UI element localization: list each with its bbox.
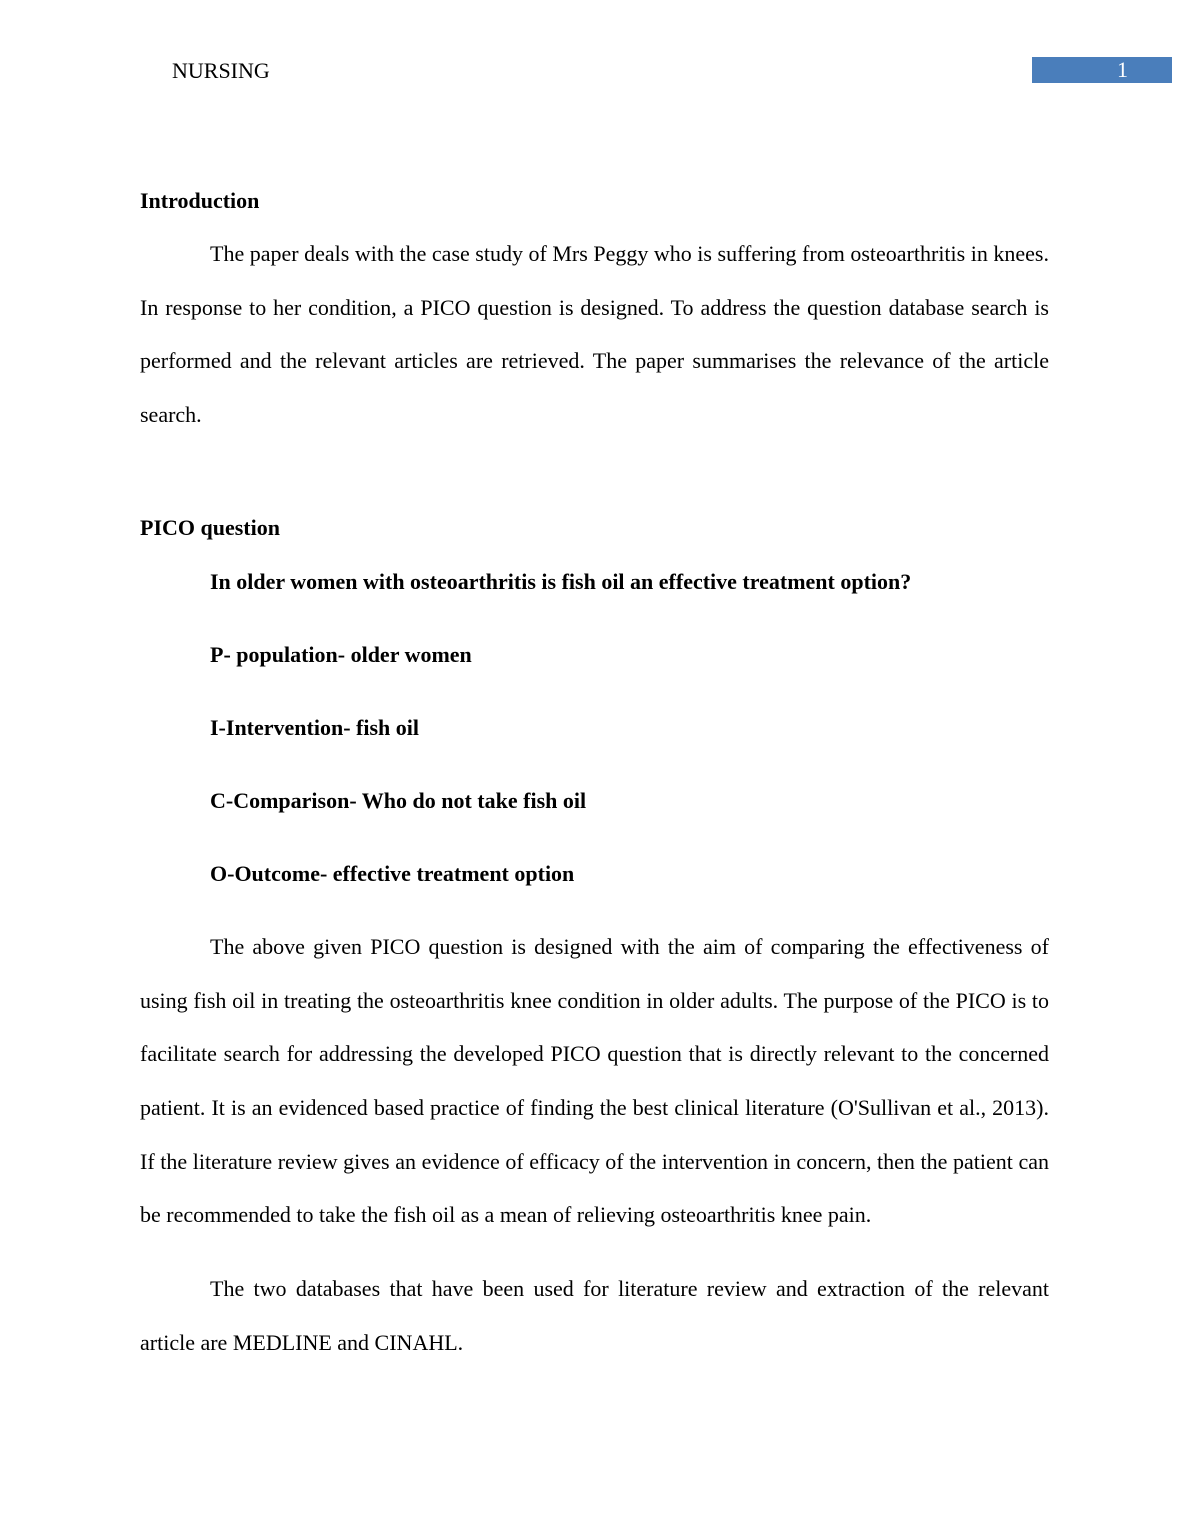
pico-population: P- population- older women <box>210 641 472 667</box>
document-body <box>140 186 1049 1369</box>
body-paragraph-1: The above given PICO question is designed with the aim of comparing the effectiveness of using fish oil in treating the osteoarthritis knee condition in older adults. The purpose of the PICO is to facilitate search for addressing the developed PICO question that is directly relevant to the concerned patient. It is an evidenced based practice of finding the best clinical literature (O'Sullivan et al., 2013). If the literature review gives an evidence of efficacy of the intervention in concern, then the patient can be recommended to take the fish oil as a mean of relieving osteoarthritis knee pain. <box>140 933 1049 1228</box>
page-number-box <box>1032 57 1172 83</box>
introduction-heading: Introduction <box>140 188 260 213</box>
pico-question: In older women with osteoarthritis is fish oil an effective treatment option? <box>210 568 912 594</box>
pico-outcome: O-Outcome- effective treatment option <box>210 860 575 886</box>
pico-comparison: C-Comparison- Who do not take fish oil <box>210 787 587 813</box>
running-head: NURSING <box>172 58 270 83</box>
pico-heading: PICO question <box>140 514 280 540</box>
page-number: 1 <box>1117 57 1128 82</box>
body-paragraph-2: The two databases that have been used for literature review and extraction of the relevant article are MEDLINE and CINAHL. <box>140 1276 1049 1355</box>
pico-intervention: I-Intervention- fish oil <box>210 714 419 740</box>
introduction-paragraph: The paper deals with the case study of Mrs Peggy who is suffering from osteoarthritis in knees. In response to her condition, a PICO question is designed. To address the question database search is performed and the relevant articles are retrieved. The paper summarises the relevance of the article search. <box>140 241 1049 428</box>
